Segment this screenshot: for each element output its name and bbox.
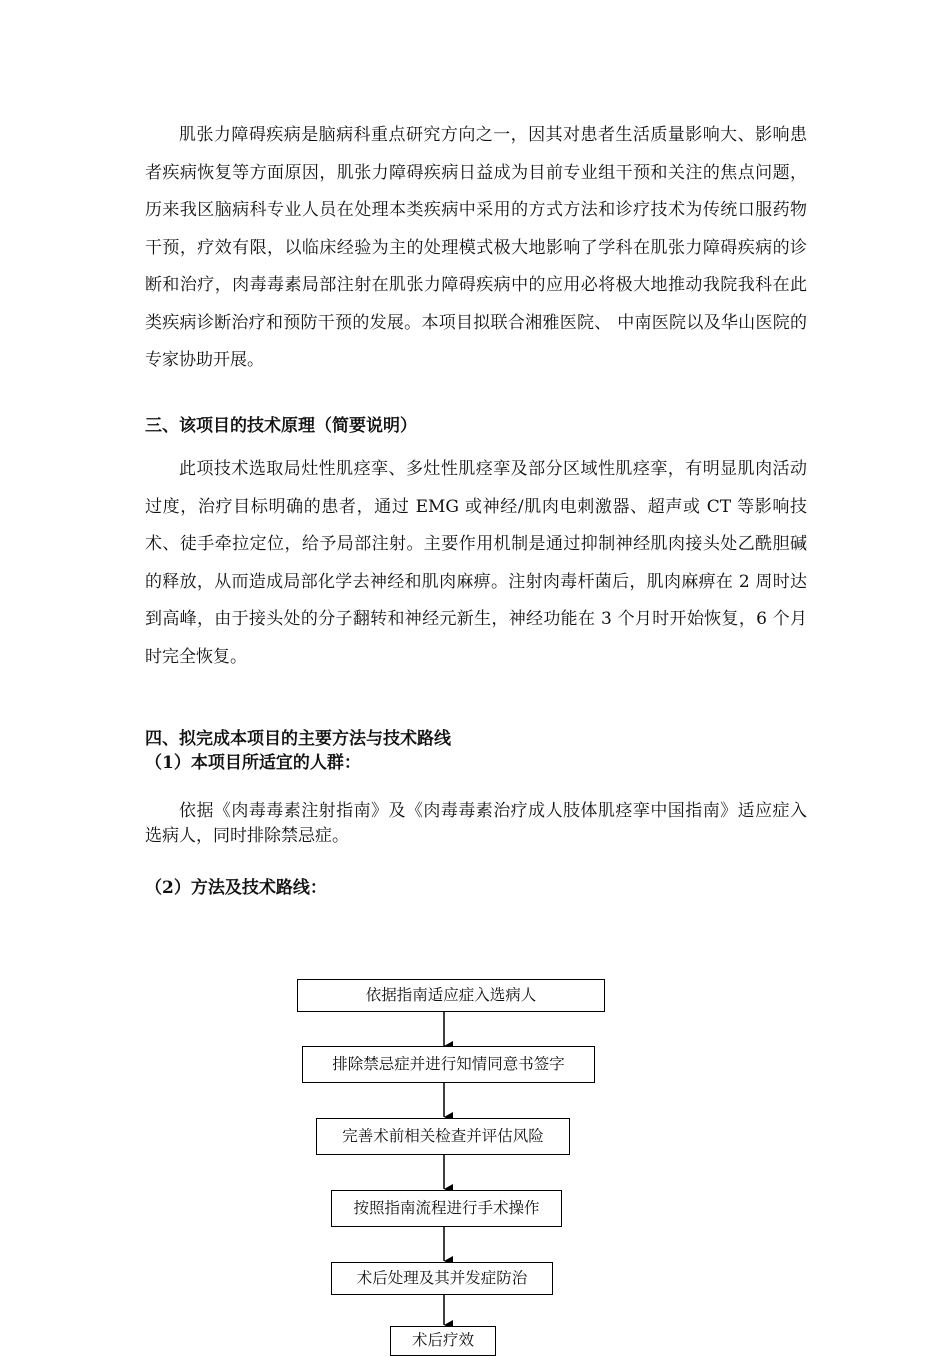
flow-step-5: 术后处理及其并发症防治 (331, 1262, 553, 1295)
flow-step-2: 排除禁忌症并进行知情同意书签字 (302, 1046, 595, 1083)
section-3-heading: 三、该项目的技术原理（简要说明） (145, 416, 417, 436)
subsection-1-heading: （1）本项目所适宜的人群： (145, 753, 361, 773)
flow-step-6: 术后疗效 (390, 1326, 496, 1356)
flow-step-3: 完善术前相关检查并评估风险 (316, 1118, 570, 1155)
intro-paragraph: 肌张力障碍疾病是脑病科重点研究方向之一，因其对患者生活质量影响大、影响患者疾病恢复等方面原因，肌张力障碍疾病日益成为目前专业组干预和关注的焦点问题，历来我区脑病科专业人员在处理本类疾病中采用的方式方法和诊疗技术为传统口服药物干预，疗效有限，以临床经验为主的处理模式极大地影响了学科在肌张力障碍疾病的诊断和治疗，肉毒毒素局部注射在肌张力障碍疾病中的应用必将极大地推动我院我科在此类疾病诊断治疗和预防干预的发展。本项目拟联合湘雅医院、 中南医院以及华山医院的专家协助开展。 (145, 125, 807, 370)
subsection-2-heading: （2）方法及技术路线： (145, 878, 327, 898)
subsection-1-paragraph: 依据《肉毒毒素注射指南》及《肉毒毒素治疗成人肢体肌痉挛中国指南》适应症入选病人，同时排除禁忌症。 (145, 801, 807, 846)
section-4-heading: 四、拟完成本项目的主要方法与技术路线 (145, 729, 451, 749)
flow-step-1: 依据指南适应症入选病人 (297, 979, 605, 1012)
flow-step-4: 按照指南流程进行手术操作 (331, 1190, 562, 1227)
section-3-paragraph: 此项技术选取局灶性肌痉挛、多灶性肌痉挛及部分区域性肌痉挛，有明显肌肉活动过度，治疗目标明确的患者，通过 EMG 或神经/肌肉电刺激器、超声或 CT 等影响技术、徒手牵拉定位，给予局部注射。主要作用机制是通过抑制神经肌肉接头处乙酰胆碱的释放，从而造成局部化学去神经和肌肉麻痹。注射肉毒杆菌后，肌肉麻痹在 2 周时达到高峰，由于接头处的分子翻转和神经元新生，神经功能在 3 个月时开始恢复，6 个月时完全恢复。 (145, 459, 807, 667)
